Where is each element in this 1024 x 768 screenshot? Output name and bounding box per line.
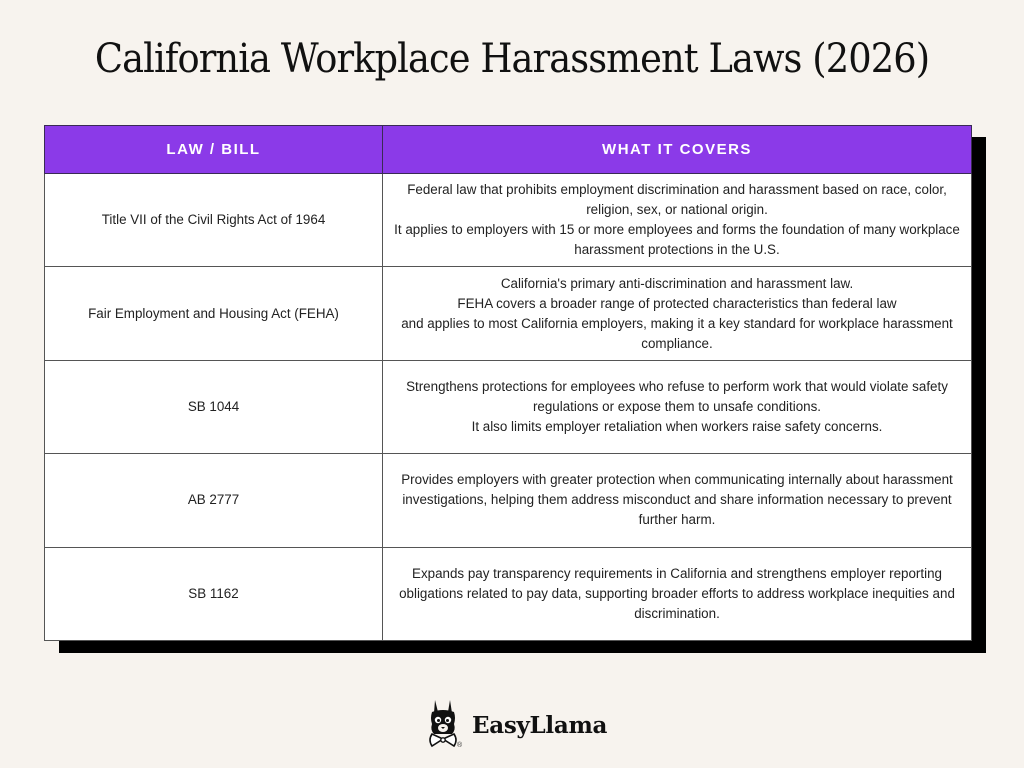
law-name-cell: Fair Employment and Housing Act (FEHA): [45, 267, 383, 360]
laws-table: [44, 125, 972, 641]
description-line: Provides employers with greater protection when communicating internally about harassment investigations, helping them address misconduct and share information necessary to prevent further harm.: [401, 472, 953, 528]
laws-table-container: [44, 125, 971, 641]
page-title: California Workplace Harassment Laws (2026): [94, 36, 930, 82]
table-row: [45, 360, 972, 453]
law-description-cell: [383, 454, 972, 547]
table-header-row: [45, 126, 972, 174]
logo-wordmark: EasyLlama: [472, 711, 608, 739]
law-name-cell: Title VII of the Civil Rights Act of 1964: [45, 174, 383, 267]
description-line: Strengthens protections for employees who refuse to perform work that would violate safety regulations or expose them to unsafe conditions.: [406, 378, 948, 414]
column-header-law: LAW / BILL: [45, 126, 383, 174]
law-description-cell: [383, 547, 972, 640]
description-line: California's primary anti-discrimination and harassment law.: [500, 275, 854, 291]
column-header-coverage: WHAT IT COVERS: [383, 126, 972, 174]
law-name-cell: AB 2777: [45, 454, 383, 547]
law-description-cell: [383, 360, 972, 453]
registered-mark: ®: [457, 742, 463, 749]
description-line: and applies to most California employers, making it a key standard for workplace harassment compliance.: [401, 315, 953, 351]
table-row: [45, 174, 972, 267]
law-description-cell: [383, 174, 972, 267]
description-line: It applies to employers with 15 or more employees and forms the foundation of many workplace harassment protections in the U.S.: [394, 222, 960, 258]
description-line: FEHA covers a broader range of protected characteristics than federal law: [457, 295, 897, 311]
law-name-cell: SB 1162: [45, 547, 383, 640]
description-line: It also limits employer retaliation when workers raise safety concerns.: [471, 418, 883, 434]
description-line: Federal law that prohibits employment discrimination and harassment based on race, color, religion, sex, or national origin.: [407, 182, 947, 218]
table-row: [45, 267, 972, 360]
law-name-cell: SB 1044: [45, 360, 383, 453]
table-row: [45, 547, 972, 640]
table-row: [45, 454, 972, 547]
easyllama-logo: [426, 698, 607, 752]
llama-icon: [426, 698, 466, 752]
law-description-cell: [383, 267, 972, 360]
description-line: Expands pay transparency requirements in California and strengthens employer reporting obligations related to pay data, supporting broader efforts to address workplace inequities and discrimination.: [399, 565, 955, 621]
